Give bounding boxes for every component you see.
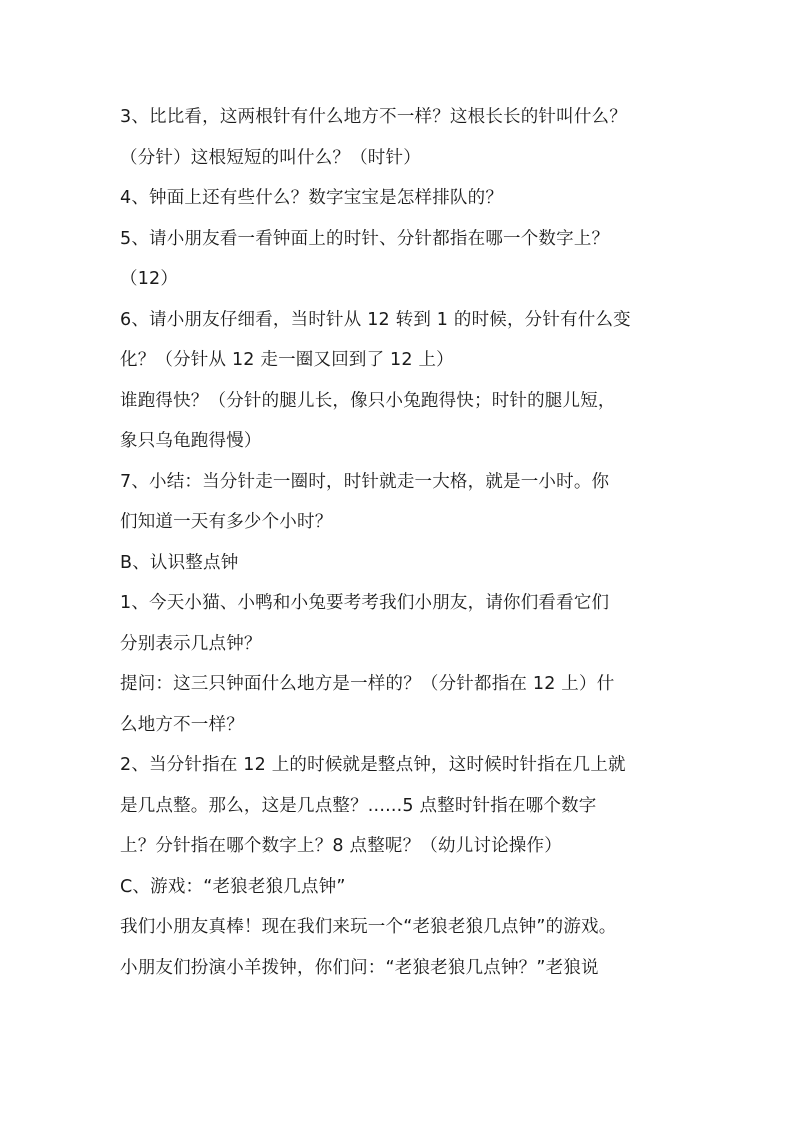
section-heading: B、认识整点钟	[120, 552, 239, 573]
text-line: 象只乌龟跑得慢）	[120, 431, 262, 451]
text-line: 我们小朋友真棒！现在我们来玩一个“老狼老狼几点钟”的游戏。	[120, 917, 617, 937]
text-line: （12）	[120, 269, 179, 289]
text-line: 提问：这三只钟面什么地方是一样的？（分针都指在 12 上）什	[120, 674, 615, 694]
text-line: 分别表示几点钟？	[120, 633, 262, 654]
text-line: 4、钟面上还有些什么？数字宝宝是怎样排队的？	[120, 188, 504, 208]
text-line: 们知道一天有多少个小时？	[120, 512, 333, 532]
text-line: 是几点整。那么，这是几点整？......5 点整时针指在哪个数字	[120, 795, 597, 816]
document-body	[120, 97, 680, 988]
text-line: 化？（分针从 12 走一圈又回到了 12 上）	[120, 350, 454, 370]
text-line: 2、当分针指在 12 上的时候就是整点钟，这时候时针指在几上就	[120, 755, 626, 775]
text-line: 谁跑得快？（分针的腿儿长，像只小兔跑得快；时针的腿儿短，	[120, 390, 616, 411]
text-line: 6、请小朋友仔细看，当时针从 12 转到 1 的时候，分针有什么变	[120, 309, 631, 330]
text-line: 1、今天小猫、小鸭和小兔要考考我们小朋友，请你们看看它们	[120, 593, 610, 613]
text-line: 上？分针指在哪个数字上？8 点整呢？（幼儿讨论操作）	[120, 836, 562, 856]
text-line: 5、请小朋友看一看钟面上的时针、分针都指在哪一个数字上？	[120, 228, 610, 249]
text-line: 7、小结：当分针走一圈时，时针就走一大格，就是一小时。你	[120, 471, 610, 492]
text-line: （分针）这根短短的叫什么？（时针）	[120, 147, 421, 168]
text-line: 小朋友们扮演小羊拨钟，你们问：“老狼老狼几点钟？”老狼说	[120, 957, 599, 978]
text-line: 么地方不一样？	[120, 714, 244, 735]
text-line: 3、比比看，这两根针有什么地方不一样？这根长长的针叫什么？	[120, 107, 627, 127]
section-heading: C、游戏：“老狼老狼几点钟”	[120, 876, 346, 897]
